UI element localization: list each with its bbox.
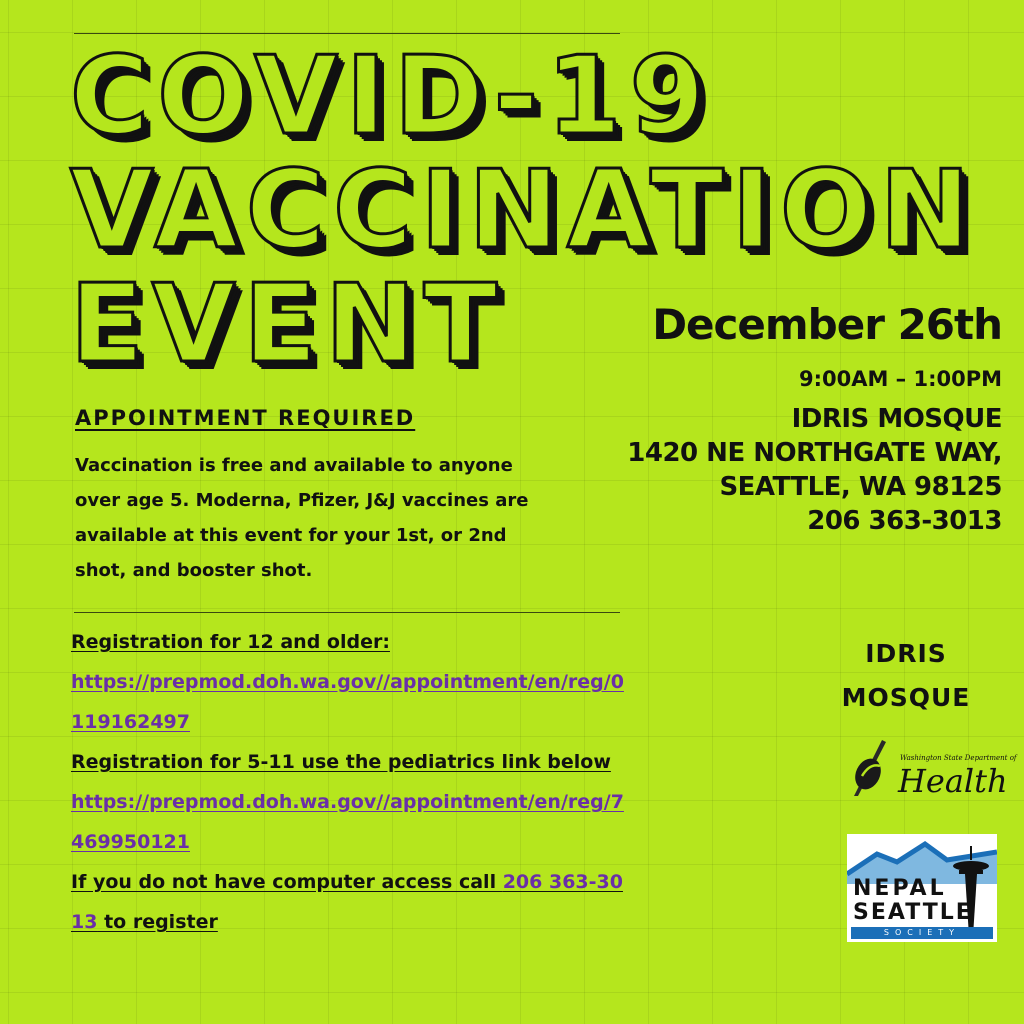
registration-section: [71, 622, 631, 942]
seattle-word: SEATTLE: [853, 900, 973, 925]
pediatric-registration-label: Registration for 5-11 use the pediatrics link below: [71, 751, 611, 773]
health-wordmark: Health: [898, 762, 1008, 800]
venue-name: IDRIS MOSQUE: [791, 404, 1002, 434]
mosque-name-line2: MOSQUE: [841, 683, 971, 712]
phone-note-prefix: If you do not have computer access call: [71, 871, 503, 893]
appointment-title: APPOINTMENT REQUIRED: [75, 406, 416, 430]
phone-note-suffix: to register: [97, 911, 218, 933]
address-street: 1420 NE NORTHGATE WAY,: [627, 438, 1002, 468]
headline-line-vaccination: VACCINATION: [70, 148, 979, 273]
address-city: SEATTLE, WA 98125: [719, 472, 1002, 502]
phone-registration-link[interactable]: 206 363-3013: [71, 871, 623, 933]
headline-line-event: EVENT: [70, 262, 506, 387]
appointment-description: Vaccination is free and available to anyone over age 5. Moderna, Pfizer, J&J vaccines are available at this event for your 1st, or 2nd shot, and booster shot.: [75, 455, 529, 581]
society-banner: SOCIETY: [851, 927, 993, 939]
event-date: December 26th: [652, 300, 1002, 349]
nepal-word: NEPAL: [853, 876, 947, 901]
adult-registration-link[interactable]: https://prepmod.doh.wa.gov//appointment/en/reg/0119162497: [71, 671, 624, 733]
health-swoosh-icon: [848, 736, 894, 800]
event-time: 9:00AM – 1:00PM: [798, 367, 1002, 391]
middle-divider: [74, 612, 620, 613]
venue-phone: 206 363-3013: [807, 506, 1002, 536]
nepal-seattle-society-logo: [847, 834, 997, 942]
idris-mosque-logo: [816, 632, 996, 720]
wa-health-logo: [848, 736, 1017, 800]
health-dept-label: Washington State Department of: [900, 754, 1017, 762]
headline-line-covid: COVID-19: [70, 34, 713, 159]
phone-registration-note: [71, 862, 631, 942]
pediatric-registration-link[interactable]: https://prepmod.doh.wa.gov//appointment/en/reg/7469950121: [71, 791, 624, 853]
adult-registration-label: Registration for 12 and older:: [71, 631, 390, 653]
event-address: [627, 402, 1002, 538]
mosque-name-line1: IDRIS: [865, 639, 947, 668]
